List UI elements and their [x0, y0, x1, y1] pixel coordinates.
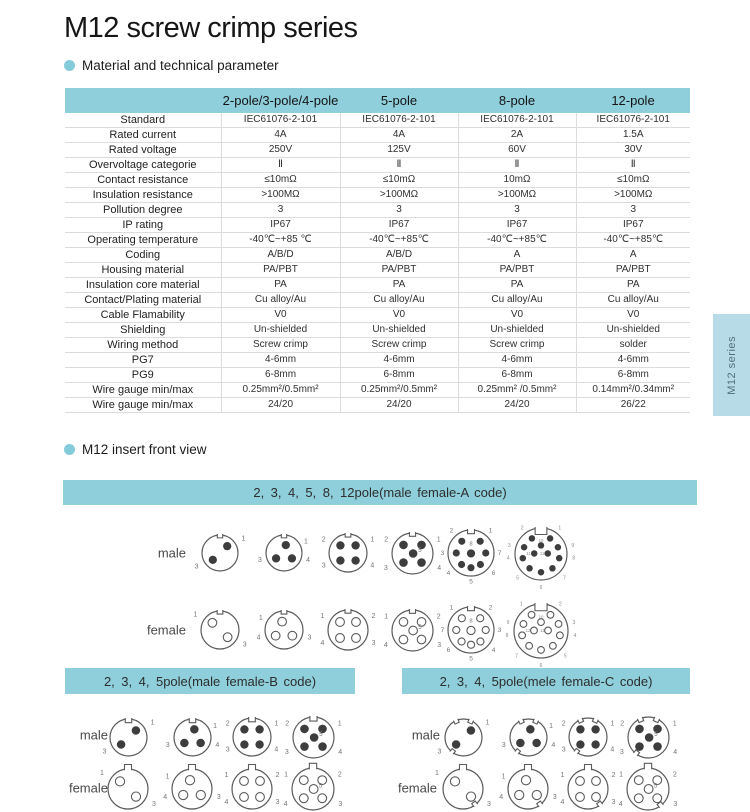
svg-text:4: 4 — [370, 562, 375, 570]
table-row — [65, 113, 690, 128]
table-row — [65, 323, 690, 338]
connector-group1-male-5 — [433, 515, 509, 596]
svg-text:3: 3 — [436, 641, 441, 649]
connector-diagram — [93, 754, 163, 812]
row-label-cell: Rated current — [65, 128, 221, 143]
svg-text:4: 4 — [573, 632, 577, 639]
svg-text:4: 4 — [446, 570, 451, 578]
value-cell: 1.5A — [576, 128, 690, 143]
row-label-cell: Housing material — [65, 263, 221, 278]
svg-text:3: 3 — [611, 799, 616, 807]
bullet-icon — [64, 60, 75, 71]
svg-text:3: 3 — [194, 563, 199, 571]
svg-text:2: 2 — [436, 612, 441, 620]
svg-text:5: 5 — [653, 783, 658, 790]
svg-text:11: 11 — [540, 627, 545, 633]
svg-text:3: 3 — [257, 557, 262, 565]
value-cell: >100MΩ — [576, 188, 690, 203]
table-row — [65, 263, 690, 278]
table-row — [65, 128, 690, 143]
svg-text:3: 3 — [501, 741, 506, 749]
value-cell: A/B/D — [221, 248, 340, 263]
table-row — [65, 308, 690, 323]
table-header-row — [65, 88, 690, 113]
table-row — [65, 293, 690, 308]
svg-text:7: 7 — [563, 575, 566, 582]
value-cell: 3 — [340, 203, 458, 218]
col-header: 12-pole — [576, 88, 690, 113]
value-cell: 0.25mm²/0.5mm² — [340, 383, 458, 398]
svg-text:9: 9 — [506, 619, 510, 626]
row-label-cell: Rated voltage — [65, 143, 221, 158]
connector-diagram — [187, 520, 253, 586]
svg-text:1: 1 — [241, 535, 246, 543]
svg-text:1: 1 — [435, 769, 439, 777]
svg-text:3: 3 — [275, 799, 280, 807]
svg-text:2: 2 — [284, 719, 289, 727]
svg-text:12: 12 — [525, 627, 531, 633]
svg-text:4: 4 — [550, 741, 555, 749]
svg-text:1: 1 — [619, 771, 624, 779]
svg-text:8: 8 — [572, 555, 576, 562]
series-tab[interactable] — [713, 314, 750, 416]
svg-text:3: 3 — [440, 549, 445, 557]
svg-text:1: 1 — [320, 612, 325, 620]
connector-group1-female-6 — [499, 589, 583, 678]
banner-a-code: 2, 3, 4, 5, 8, 12pole(male female-A code) — [63, 480, 697, 505]
svg-text:5: 5 — [417, 547, 422, 554]
page-title: M12 screw crimp series — [64, 12, 358, 44]
svg-text:3: 3 — [338, 801, 343, 809]
banner-c-code: 2, 3, 4, 5pole(mele female-C code) — [402, 668, 690, 694]
row-label-cell: IP rating — [65, 218, 221, 233]
svg-text:1: 1 — [560, 771, 565, 779]
row-label-cell: Insulation resistance — [65, 188, 221, 203]
svg-text:4: 4 — [560, 799, 565, 807]
value-cell: >100MΩ — [340, 188, 458, 203]
value-cell: IEC61076-2-101 — [458, 113, 576, 128]
svg-text:2: 2 — [488, 604, 493, 612]
value-cell: A/B/D — [340, 248, 458, 263]
value-cell: 6-8mm — [576, 368, 690, 383]
connector-group1-male-1 — [187, 520, 253, 591]
value-cell: -40℃~+85℃ — [576, 233, 690, 248]
value-cell: IP67 — [221, 218, 340, 233]
svg-text:2: 2 — [520, 525, 524, 532]
svg-text:4: 4 — [256, 634, 261, 642]
svg-text:3: 3 — [284, 748, 289, 756]
svg-text:1: 1 — [224, 771, 229, 779]
svg-text:10: 10 — [538, 614, 544, 620]
col-header: 2-pole/3-pole/4-pole — [221, 88, 340, 113]
row-label-cell: Wire gauge min/max — [65, 383, 221, 398]
svg-text:1: 1 — [610, 720, 615, 728]
bullet-icon — [64, 444, 75, 455]
svg-text:11: 11 — [526, 550, 531, 556]
svg-text:10: 10 — [538, 537, 544, 543]
value-cell: 4-6mm — [576, 353, 690, 368]
value-cell: PA — [458, 278, 576, 293]
connector-group1-male-3 — [314, 519, 382, 592]
value-cell: IEC61076-2-101 — [221, 113, 340, 128]
value-cell: Cu alloy/Au — [221, 293, 340, 308]
connector-diagram — [250, 596, 318, 664]
svg-text:5: 5 — [469, 655, 473, 663]
svg-text:2: 2 — [383, 535, 388, 543]
row-label-female: female — [146, 622, 186, 638]
connector-group2-female-4 — [277, 753, 349, 812]
row-label-cell: Wire gauge min/max — [65, 398, 221, 413]
value-cell: Ⅱ — [340, 158, 458, 173]
value-cell: 0.25mm² /0.5mm² — [458, 383, 576, 398]
svg-text:3: 3 — [321, 562, 326, 570]
value-cell: >100MΩ — [458, 188, 576, 203]
svg-text:3: 3 — [216, 793, 221, 801]
section-materials-label: Material and technical parameter — [82, 58, 279, 73]
table-row — [65, 353, 690, 368]
svg-text:2: 2 — [371, 612, 376, 620]
svg-text:5: 5 — [417, 624, 422, 631]
value-cell: Cu alloy/Au — [576, 293, 690, 308]
svg-text:1: 1 — [100, 769, 104, 777]
svg-text:3: 3 — [152, 801, 156, 809]
svg-text:5: 5 — [318, 731, 323, 738]
svg-text:4: 4 — [383, 641, 388, 649]
value-cell: 24/20 — [340, 398, 458, 413]
svg-text:9: 9 — [571, 543, 575, 550]
connector-diagram — [313, 595, 383, 665]
svg-text:4: 4 — [610, 746, 615, 754]
value-cell: IP67 — [340, 218, 458, 233]
value-cell: 4-6mm — [340, 353, 458, 368]
svg-text:2: 2 — [275, 771, 280, 779]
svg-text:4: 4 — [306, 557, 311, 565]
col-header: 5-pole — [340, 88, 458, 113]
value-cell: 125V — [340, 143, 458, 158]
value-cell: Screw crimp — [458, 338, 576, 353]
row-label-male: male — [157, 545, 186, 561]
table-row — [65, 233, 690, 248]
table-row — [65, 173, 690, 188]
svg-text:1: 1 — [485, 719, 490, 727]
svg-text:5: 5 — [318, 783, 323, 790]
value-cell: 3 — [458, 203, 576, 218]
connector-diagram — [612, 753, 684, 812]
value-cell: 60V — [458, 143, 576, 158]
svg-text:1: 1 — [383, 612, 388, 620]
svg-text:8: 8 — [469, 618, 473, 625]
value-cell: 4A — [340, 128, 458, 143]
parameter-table — [65, 88, 690, 413]
connector-group1-female-2 — [250, 596, 318, 669]
svg-text:1: 1 — [337, 719, 342, 727]
svg-text:1: 1 — [672, 719, 677, 727]
row-label-cell: Wiring method — [65, 338, 221, 353]
svg-text:2: 2 — [449, 527, 454, 535]
connector-group2-female-1 — [93, 754, 163, 812]
svg-text:1: 1 — [436, 535, 441, 543]
value-cell: IEC61076-2-101 — [576, 113, 690, 128]
connector-diagram — [428, 754, 498, 812]
connector-group1-female-3 — [313, 595, 383, 670]
value-cell: A — [458, 248, 576, 263]
value-cell: IEC61076-2-101 — [340, 113, 458, 128]
svg-text:3: 3 — [436, 747, 441, 755]
section-insert-label: M12 insert front view — [82, 442, 207, 457]
connector-diagram — [499, 589, 583, 673]
connector-diagram — [277, 753, 349, 812]
value-cell: 4-6mm — [221, 353, 340, 368]
connector-group1-male-2 — [251, 520, 317, 591]
table-row — [65, 218, 690, 233]
svg-text:5: 5 — [563, 653, 567, 660]
row-label-female: female — [68, 780, 108, 796]
banner-b-code: 2, 3, 4, 5pole(male female-B code) — [65, 668, 355, 694]
value-cell: V0 — [458, 308, 576, 323]
row-label-cell: Insulation core material — [65, 278, 221, 293]
svg-text:2: 2 — [561, 720, 566, 728]
value-cell: V0 — [340, 308, 458, 323]
svg-text:1: 1 — [165, 773, 170, 781]
value-cell: 0.25mm²/0.5mm² — [221, 383, 340, 398]
value-cell: 30V — [576, 143, 690, 158]
svg-text:4: 4 — [672, 748, 677, 756]
table-row — [65, 158, 690, 173]
svg-text:3: 3 — [561, 746, 566, 754]
svg-text:1: 1 — [520, 601, 523, 608]
value-cell: V0 — [221, 308, 340, 323]
value-cell: ≤10mΩ — [340, 173, 458, 188]
svg-text:2: 2 — [321, 536, 326, 544]
svg-text:1: 1 — [304, 538, 308, 546]
connector-group1-female-5 — [433, 592, 509, 673]
svg-text:4: 4 — [320, 640, 325, 648]
svg-text:1: 1 — [193, 611, 198, 619]
table-row — [65, 278, 690, 293]
value-cell: 6-8mm — [340, 368, 458, 383]
svg-text:3: 3 — [383, 564, 388, 572]
value-cell: 24/20 — [458, 398, 576, 413]
row-label-cell: Cable Flamability — [65, 308, 221, 323]
row-label-cell: Overvoltage categorie — [65, 158, 221, 173]
table-row — [65, 383, 690, 398]
svg-text:4: 4 — [163, 793, 168, 801]
value-cell: Un-shielded — [340, 323, 458, 338]
value-cell: 0.14mm²/0.34mm² — [576, 383, 690, 398]
row-label-cell: Standard — [65, 113, 221, 128]
value-cell: 26/22 — [576, 398, 690, 413]
svg-text:3: 3 — [242, 641, 247, 649]
connector-diagram — [251, 520, 317, 586]
connector-diagram — [433, 592, 509, 668]
svg-text:3: 3 — [552, 793, 557, 801]
svg-text:5: 5 — [469, 578, 473, 586]
connector-diagram — [186, 596, 254, 664]
col-header — [65, 88, 221, 113]
svg-text:4: 4 — [224, 799, 229, 807]
svg-text:3: 3 — [507, 543, 511, 550]
value-cell: Ⅱ — [458, 158, 576, 173]
svg-text:7: 7 — [440, 626, 445, 634]
table-row — [65, 248, 690, 263]
connector-diagram — [433, 515, 509, 591]
svg-text:3: 3 — [619, 748, 624, 756]
connector-group1-male-6 — [497, 513, 582, 600]
svg-text:2: 2 — [337, 771, 342, 779]
svg-text:3: 3 — [572, 619, 576, 626]
row-label-male: male — [411, 727, 440, 743]
svg-text:1: 1 — [558, 525, 562, 532]
connector-group3-female-1 — [428, 754, 498, 812]
value-cell: PA/PBT — [340, 263, 458, 278]
value-cell: Screw crimp — [221, 338, 340, 353]
connector-group1-female-1 — [186, 596, 254, 669]
row-label-cell: PG7 — [65, 353, 221, 368]
value-cell: PA/PBT — [576, 263, 690, 278]
value-cell: 10mΩ — [458, 173, 576, 188]
svg-text:1: 1 — [501, 773, 506, 781]
value-cell: Cu alloy/Au — [340, 293, 458, 308]
value-cell: 6-8mm — [221, 368, 340, 383]
svg-text:2: 2 — [225, 720, 230, 728]
svg-text:2: 2 — [611, 771, 616, 779]
row-label-cell: PG9 — [65, 368, 221, 383]
value-cell: 250V — [221, 143, 340, 158]
value-cell: Screw crimp — [340, 338, 458, 353]
value-cell: 4-6mm — [458, 353, 576, 368]
svg-text:6: 6 — [491, 570, 496, 578]
connector-diagram — [497, 513, 582, 595]
value-cell: Ⅱ — [221, 158, 340, 173]
svg-text:6: 6 — [446, 647, 451, 655]
svg-text:2: 2 — [559, 601, 562, 608]
svg-text:4: 4 — [499, 793, 504, 801]
row-label-cell: Coding — [65, 248, 221, 263]
table-row — [65, 143, 690, 158]
svg-text:1: 1 — [449, 604, 454, 612]
svg-text:8: 8 — [469, 541, 473, 548]
value-cell: ≤10mΩ — [221, 173, 340, 188]
row-label-cell: Shielding — [65, 323, 221, 338]
series-tab-label: M12 series — [725, 335, 738, 395]
svg-text:4: 4 — [283, 801, 288, 809]
value-cell: PA — [340, 278, 458, 293]
value-cell: 2A — [458, 128, 576, 143]
svg-text:1: 1 — [274, 720, 279, 728]
value-cell: 6-8mm — [458, 368, 576, 383]
svg-text:3: 3 — [673, 801, 678, 809]
svg-text:3: 3 — [487, 801, 491, 809]
svg-text:4: 4 — [506, 555, 510, 562]
table-row — [65, 398, 690, 413]
row-label-cell: Pollution degree — [65, 203, 221, 218]
svg-text:5: 5 — [653, 731, 658, 738]
svg-text:2: 2 — [619, 719, 624, 727]
row-label-female: female — [397, 780, 437, 796]
value-cell: PA — [221, 278, 340, 293]
svg-text:7: 7 — [515, 653, 519, 660]
svg-text:4: 4 — [274, 746, 279, 754]
value-cell: Un-shielded — [576, 323, 690, 338]
svg-text:1: 1 — [370, 536, 375, 544]
svg-text:1: 1 — [258, 615, 263, 623]
svg-text:3: 3 — [225, 746, 230, 754]
svg-text:1: 1 — [150, 719, 155, 727]
value-cell: >100MΩ — [221, 188, 340, 203]
svg-text:6: 6 — [539, 584, 543, 591]
svg-text:1: 1 — [284, 771, 289, 779]
connector-group3-female-4 — [612, 753, 684, 812]
svg-text:3: 3 — [165, 741, 170, 749]
value-cell: -40℃~+85℃ — [340, 233, 458, 248]
svg-text:4: 4 — [436, 564, 441, 572]
value-cell: 4A — [221, 128, 340, 143]
svg-text:3: 3 — [307, 634, 312, 642]
svg-text:3: 3 — [101, 747, 106, 755]
table-row — [65, 338, 690, 353]
row-label-cell: Contact resistance — [65, 173, 221, 188]
svg-text:12: 12 — [539, 550, 545, 556]
value-cell: A — [576, 248, 690, 263]
value-cell: Un-shielded — [221, 323, 340, 338]
value-cell: Cu alloy/Au — [458, 293, 576, 308]
value-cell: PA — [576, 278, 690, 293]
row-label-cell: Operating temperature — [65, 233, 221, 248]
value-cell: PA/PBT — [458, 263, 576, 278]
table-row — [65, 188, 690, 203]
svg-text:2: 2 — [672, 771, 677, 779]
svg-text:5: 5 — [516, 575, 519, 582]
col-header: 8-pole — [458, 88, 576, 113]
svg-text:1: 1 — [488, 527, 493, 535]
svg-text:4: 4 — [618, 801, 623, 809]
value-cell: solder — [576, 338, 690, 353]
value-cell: IP67 — [458, 218, 576, 233]
svg-text:1: 1 — [548, 722, 553, 730]
svg-text:7: 7 — [497, 549, 502, 557]
connector-diagram — [314, 519, 382, 587]
row-label-male: male — [79, 727, 108, 743]
value-cell: IP67 — [576, 218, 690, 233]
value-cell: V0 — [576, 308, 690, 323]
svg-text:4: 4 — [214, 741, 219, 749]
section-materials-heading — [64, 58, 279, 73]
value-cell: ≤10mΩ — [576, 173, 690, 188]
value-cell: PA/PBT — [221, 263, 340, 278]
value-cell: 24/20 — [221, 398, 340, 413]
svg-text:8: 8 — [505, 632, 509, 639]
svg-text:3: 3 — [371, 640, 376, 648]
table-row — [65, 368, 690, 383]
svg-text:6: 6 — [539, 663, 543, 670]
svg-text:1: 1 — [212, 722, 217, 730]
svg-text:4: 4 — [491, 647, 496, 655]
svg-text:4: 4 — [337, 748, 342, 756]
section-insert-heading — [64, 442, 207, 457]
value-cell: Un-shielded — [458, 323, 576, 338]
value-cell: 3 — [576, 203, 690, 218]
row-label-cell: Contact/Plating material — [65, 293, 221, 308]
svg-text:3: 3 — [497, 626, 502, 634]
value-cell: -40℃~+85℃ — [458, 233, 576, 248]
value-cell: -40℃~+85 ℃ — [221, 233, 340, 248]
value-cell: 3 — [221, 203, 340, 218]
table-row — [65, 203, 690, 218]
value-cell: Ⅱ — [576, 158, 690, 173]
